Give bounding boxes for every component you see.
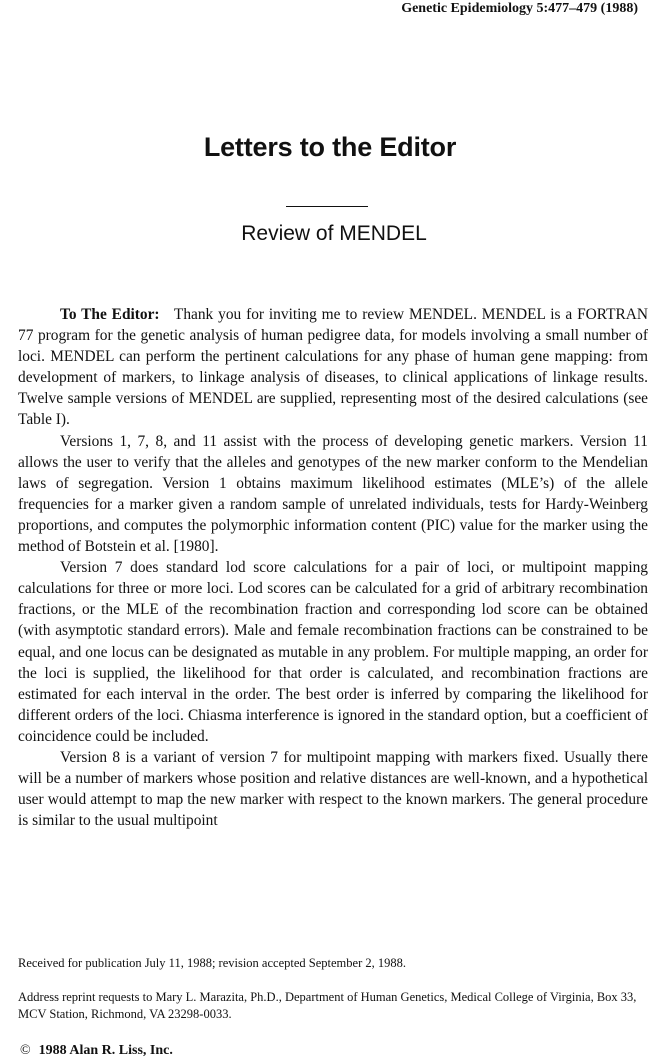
- copyright-holder: 1988 Alan R. Liss, Inc.: [38, 1043, 173, 1058]
- copyright-symbol: ©: [20, 1043, 31, 1058]
- paragraph-2: Versions 1, 7, 8, and 11 assist with the process of developing genetic markers. Version 11 allows the user to verify that the alleles and genotypes of the new marker conform to the Mendelian laws of segregation. Version 1 obtains maximum likelihood estimates (MLE’s) of the allele frequencies for a marker given a random sample of unrelated individuals, tests for Hardy-Weinberg proportions, and computes the polymorphic information content (PIC) value for the marker using the method of Botstein et al. [1980].: [18, 432, 648, 556]
- article-title: Review of MENDEL: [241, 222, 427, 245]
- article-body: [18, 304, 648, 831]
- salutation: To The Editor:: [60, 306, 160, 323]
- paragraph-4: Version 8 is a variant of version 7 for multipoint mapping with markers fixed. Usually there will be a number of markers whose position and relative distances are well-known, and a hypothetical user would attempt to map the new marker with respect to the known markers. The general procedure is similar to the usual multipoint: [18, 748, 648, 830]
- paragraph-3: Version 7 does standard lod score calculations for a pair of loci, or multipoint mapping calculations for three or more loci. Lod scores can be calculated for a grid of arbitrary recombination fractions, or the MLE of the recombination fraction and corresponding lod score can be obtained (with asymptotic standard errors). Male and female recombination fractions can be constrained to be equal, and one locus can be designated as mutable in any problem. For multiple mapping, an order for the loci is supplied, the likelihood for that order is calculated, and recombination fractions are estimated for each interval in the order. The best order is inferred by comparing the likelihood for different orders of the loci. Chiasma interference is ignored in the standard option, but a coefficient of coincidence could be included.: [18, 559, 648, 745]
- title-divider: [286, 206, 368, 207]
- section-title: Letters to the Editor: [203, 132, 457, 162]
- journal-citation: Genetic Epidemiology 5:477–479 (1988): [401, 1, 638, 16]
- paragraph-1: [18, 304, 648, 431]
- paragraph-1-text: Thank you for inviting me to review MENDEL. MENDEL is a FORTRAN 77 program for the genetic analysis of human pedigree data, for models involving a small number of loci. MENDEL can perform the pertinent calculations for any phase of human gene mapping: from development of markers, to linkage analysis of diseases, to clinical applications of linkage results. Twelve sample versions of MENDEL are supplied, representing most of the desired calculations (see Table I).: [18, 306, 648, 429]
- received-footnote: Received for publication July 11, 1988; revision accepted September 2, 1988.: [18, 956, 406, 970]
- address-footnote: Address reprint requests to Mary L. Marazita, Ph.D., Department of Human Genetics, Medical College of Virginia, Box 33, MCV Station, Richmond, VA 23298-0033.: [18, 990, 637, 1021]
- copyright-line: [20, 1043, 173, 1059]
